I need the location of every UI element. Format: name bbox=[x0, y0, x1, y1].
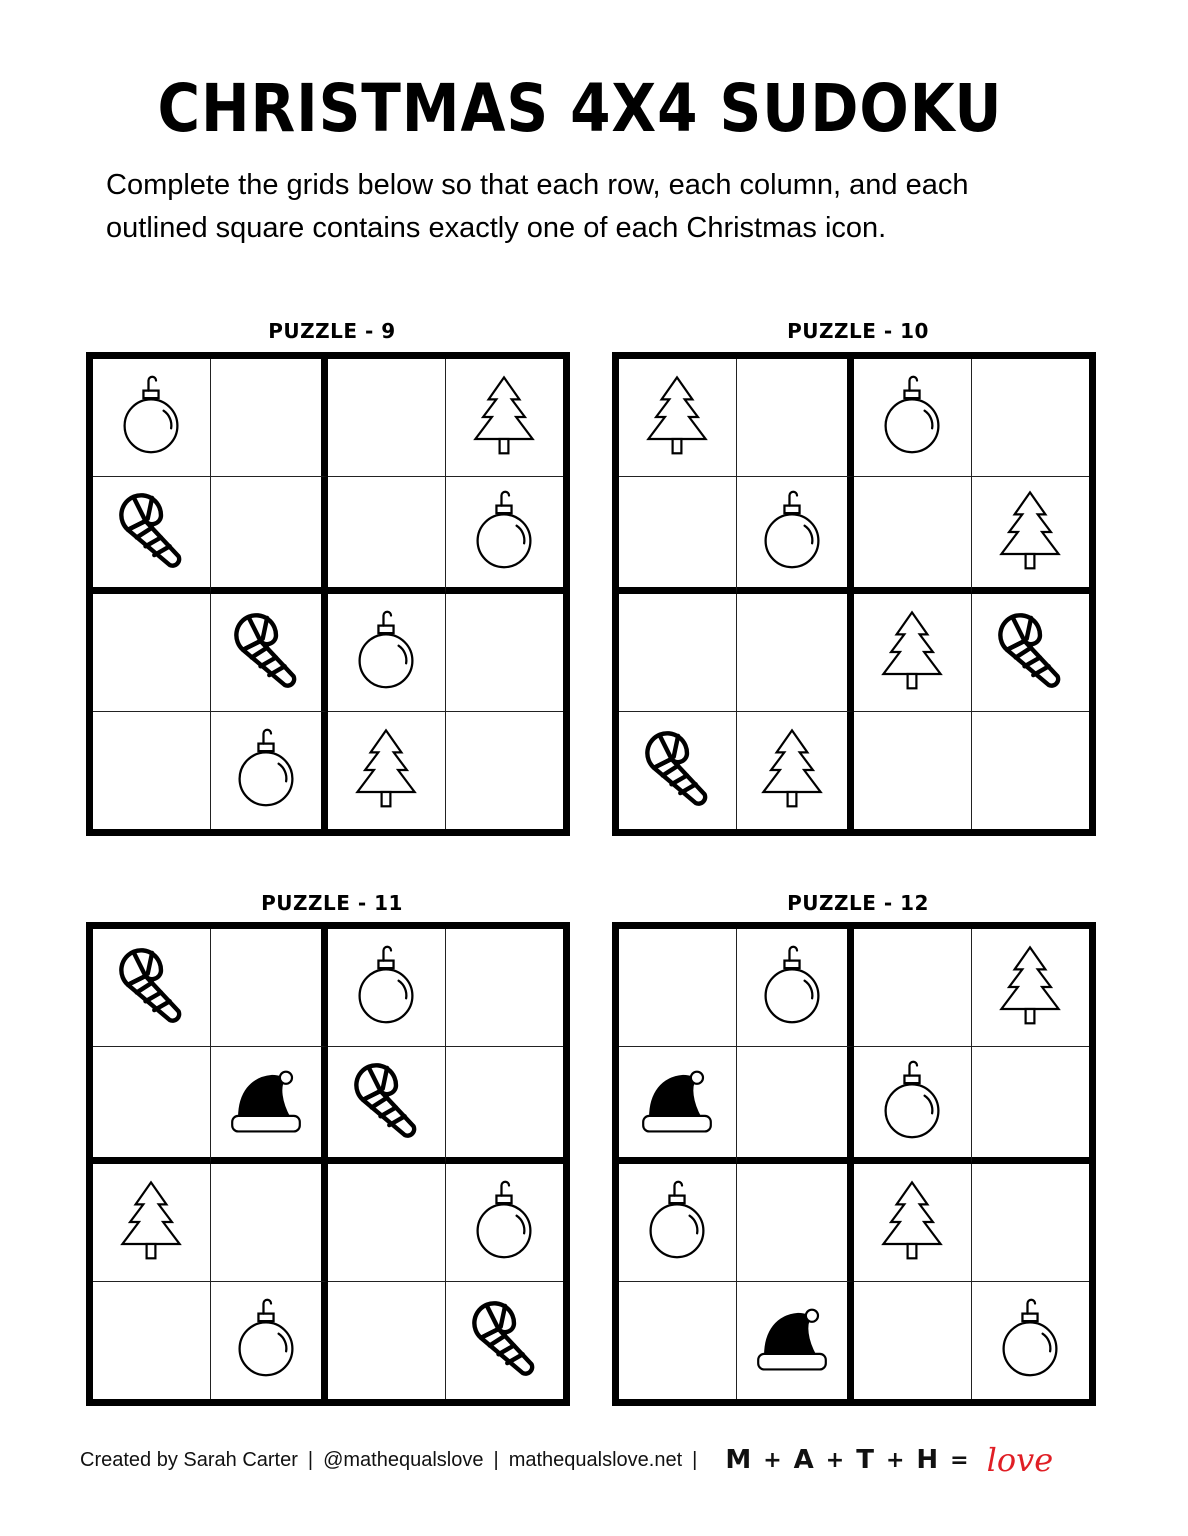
grid-cell-r2-c1[interactable] bbox=[619, 477, 737, 595]
candy-cane-icon bbox=[112, 488, 190, 576]
social-handle-link[interactable]: @mathequalslove bbox=[323, 1448, 484, 1471]
grid-cell-r1-c4[interactable] bbox=[446, 929, 564, 1047]
candy-cane-icon bbox=[347, 1058, 425, 1146]
grid-cell-r2-c4[interactable] bbox=[446, 1047, 564, 1165]
grid-cell-r1-c2[interactable] bbox=[211, 359, 329, 477]
grid-cell-r1-c1[interactable] bbox=[619, 929, 737, 1047]
grid-cell-r4-c4 bbox=[972, 1282, 1090, 1400]
grid-cell-r4-c2 bbox=[211, 1282, 329, 1400]
grid-cell-r4-c2 bbox=[737, 1282, 855, 1400]
grid-cell-r3-c4 bbox=[446, 1164, 564, 1282]
ornament-icon bbox=[753, 943, 831, 1031]
grid-cell-r4-c3[interactable] bbox=[854, 712, 972, 830]
grid-cell-r1-c1 bbox=[93, 929, 211, 1047]
grid-cell-r2-c3[interactable] bbox=[854, 477, 972, 595]
grid-cell-r1-c1 bbox=[93, 359, 211, 477]
christmas-tree-icon bbox=[991, 943, 1069, 1031]
grid-cell-r3-c1[interactable] bbox=[93, 594, 211, 712]
puzzle-9 bbox=[86, 314, 578, 836]
ornament-icon bbox=[227, 1296, 305, 1384]
santa-hat-icon bbox=[227, 1058, 305, 1146]
grid-cell-r4-c1[interactable] bbox=[93, 1282, 211, 1400]
logo-love-word: love bbox=[986, 1441, 1054, 1479]
grid-cell-r3-c1 bbox=[93, 1164, 211, 1282]
grid-cell-r4-c3[interactable] bbox=[328, 1282, 446, 1400]
ornament-icon bbox=[347, 943, 425, 1031]
grid-cell-r3-c2 bbox=[211, 594, 329, 712]
grid-cell-r2-c3 bbox=[328, 1047, 446, 1165]
grid-cell-r3-c3[interactable] bbox=[328, 1164, 446, 1282]
ornament-icon bbox=[753, 488, 831, 576]
grid-cell-r4-c4[interactable] bbox=[446, 712, 564, 830]
ornament-icon bbox=[347, 608, 425, 696]
ornament-icon bbox=[465, 1178, 543, 1266]
ornament-icon bbox=[465, 488, 543, 576]
grid-cell-r3-c3 bbox=[854, 594, 972, 712]
math-equals-love-logo bbox=[725, 1441, 1053, 1479]
puzzle-label: PUZZLE - 9 bbox=[268, 319, 396, 343]
grid-cell-r2-c2 bbox=[737, 477, 855, 595]
grid-cell-r3-c1 bbox=[619, 1164, 737, 1282]
puzzle-label: PUZZLE - 10 bbox=[787, 319, 929, 343]
christmas-tree-icon bbox=[347, 726, 425, 814]
grid-cell-r3-c3 bbox=[854, 1164, 972, 1282]
grid-cell-r3-c4[interactable] bbox=[972, 1164, 1090, 1282]
logo-letter: H bbox=[916, 1445, 939, 1475]
candy-cane-icon bbox=[112, 943, 190, 1031]
sudoku-grid bbox=[612, 922, 1096, 1406]
separator: | bbox=[493, 1448, 499, 1471]
page-title: CHRISTMAS 4X4 SUDOKU bbox=[157, 70, 1003, 147]
puzzle-12 bbox=[612, 886, 1104, 1406]
christmas-tree-icon bbox=[991, 488, 1069, 576]
ornament-icon bbox=[991, 1296, 1069, 1384]
grid-cell-r1-c4 bbox=[972, 929, 1090, 1047]
separator: | bbox=[307, 1448, 314, 1471]
grid-cell-r1-c4 bbox=[446, 359, 564, 477]
logo-equals: = bbox=[950, 1447, 969, 1473]
logo-plus: + bbox=[885, 1447, 905, 1473]
grid-cell-r2-c4 bbox=[972, 477, 1090, 595]
christmas-tree-icon bbox=[112, 1178, 190, 1266]
grid-cell-r3-c4[interactable] bbox=[446, 594, 564, 712]
website-link[interactable]: mathequalslove.net bbox=[508, 1448, 683, 1471]
candy-cane-icon bbox=[465, 1296, 543, 1384]
grid-cell-r1-c1 bbox=[619, 359, 737, 477]
sudoku-grid bbox=[86, 352, 570, 836]
ornament-icon bbox=[227, 726, 305, 814]
grid-cell-r1-c4[interactable] bbox=[972, 359, 1090, 477]
grid-cell-r1-c2 bbox=[737, 929, 855, 1047]
sudoku-grid bbox=[612, 352, 1096, 836]
grid-cell-r4-c3 bbox=[328, 712, 446, 830]
puzzle-10 bbox=[612, 314, 1104, 836]
logo-plus: + bbox=[763, 1447, 782, 1473]
grid-cell-r1-c3 bbox=[328, 929, 446, 1047]
logo-letter: A bbox=[793, 1445, 814, 1475]
logo-letter: M bbox=[725, 1445, 752, 1475]
christmas-tree-icon bbox=[873, 1178, 951, 1266]
christmas-tree-icon bbox=[465, 373, 543, 461]
grid-cell-r4-c3[interactable] bbox=[854, 1282, 972, 1400]
grid-cell-r4-c4[interactable] bbox=[972, 712, 1090, 830]
grid-cell-r2-c2[interactable] bbox=[737, 1047, 855, 1165]
ornament-icon bbox=[873, 1058, 951, 1146]
christmas-tree-icon bbox=[753, 726, 831, 814]
ornament-icon bbox=[873, 373, 951, 461]
grid-cell-r3-c1[interactable] bbox=[619, 594, 737, 712]
puzzle-label: PUZZLE - 12 bbox=[787, 891, 929, 915]
grid-cell-r3-c4 bbox=[972, 594, 1090, 712]
candy-cane-icon bbox=[638, 726, 716, 814]
christmas-tree-icon bbox=[873, 608, 951, 696]
grid-cell-r2-c2[interactable] bbox=[211, 477, 329, 595]
grid-cell-r1-c2[interactable] bbox=[737, 359, 855, 477]
christmas-tree-icon bbox=[638, 373, 716, 461]
creator-credit: Created by Sarah Carter bbox=[80, 1448, 298, 1471]
sudoku-grid bbox=[86, 922, 570, 1406]
grid-cell-r4-c4 bbox=[446, 1282, 564, 1400]
grid-cell-r2-c2 bbox=[211, 1047, 329, 1165]
grid-cell-r2-c1[interactable] bbox=[93, 1047, 211, 1165]
grid-cell-r2-c4[interactable] bbox=[972, 1047, 1090, 1165]
separator: | bbox=[692, 1448, 698, 1471]
grid-cell-r3-c2[interactable] bbox=[737, 1164, 855, 1282]
ornament-icon bbox=[638, 1178, 716, 1266]
grid-cell-r2-c1 bbox=[619, 1047, 737, 1165]
grid-cell-r1-c3[interactable] bbox=[854, 929, 972, 1047]
grid-cell-r2-c1 bbox=[93, 477, 211, 595]
santa-hat-icon bbox=[638, 1058, 716, 1146]
grid-cell-r2-c4 bbox=[446, 477, 564, 595]
grid-cell-r4-c1[interactable] bbox=[619, 1282, 737, 1400]
grid-cell-r2-c3[interactable] bbox=[328, 477, 446, 595]
grid-cell-r3-c2[interactable] bbox=[737, 594, 855, 712]
ornament-icon bbox=[112, 373, 190, 461]
grid-cell-r1-c3[interactable] bbox=[328, 359, 446, 477]
grid-cell-r4-c2 bbox=[211, 712, 329, 830]
grid-cell-r4-c1 bbox=[619, 712, 737, 830]
grid-cell-r3-c3 bbox=[328, 594, 446, 712]
logo-letter: T bbox=[856, 1445, 874, 1475]
grid-cell-r2-c3 bbox=[854, 1047, 972, 1165]
instructions-text: Complete the grids below so that each row, each column, and each outlined square contains exactly one of each Christmas icon. bbox=[106, 169, 969, 244]
logo-plus: + bbox=[825, 1447, 845, 1473]
puzzle-label: PUZZLE - 11 bbox=[261, 891, 403, 915]
grid-cell-r1-c3 bbox=[854, 359, 972, 477]
grid-cell-r4-c1[interactable] bbox=[93, 712, 211, 830]
santa-hat-icon bbox=[753, 1296, 831, 1384]
grid-cell-r4-c2 bbox=[737, 712, 855, 830]
candy-cane-icon bbox=[991, 608, 1069, 696]
grid-cell-r1-c2[interactable] bbox=[211, 929, 329, 1047]
footer bbox=[80, 1440, 1130, 1480]
candy-cane-icon bbox=[227, 608, 305, 696]
grid-cell-r3-c2[interactable] bbox=[211, 1164, 329, 1282]
puzzle-11 bbox=[86, 886, 578, 1406]
